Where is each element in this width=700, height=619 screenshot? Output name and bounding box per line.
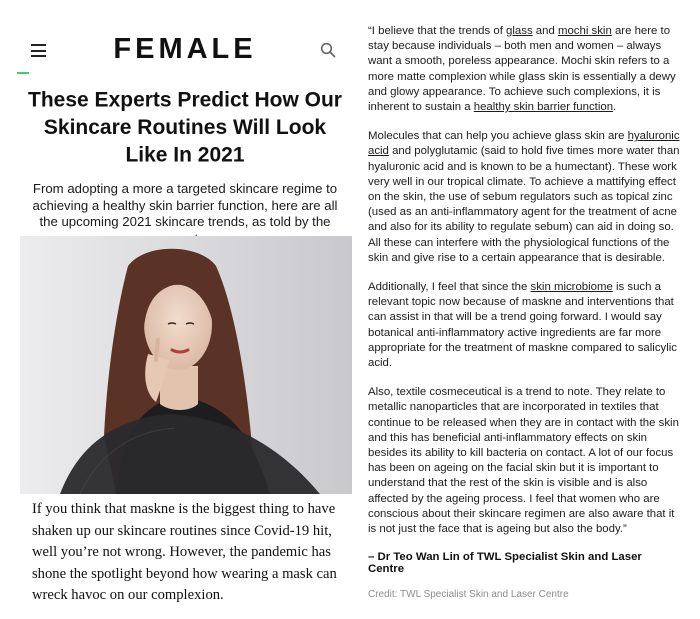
quote-text: and polyglutamic (said to hold five times more water than hyaluronic acid and is known to be a humectant). These work very well in our tropical climate. To achieve a mattifying effect on the skin, the use of sebum regulators such as topical zinc (used as an anti-inflammatory agent for the treatment of acne and also for its ability to regulate sebum) can aid in doing so. All these can interfere with the physiological functions of the skin and give rise to a certain appearance that is desirable. — [368, 145, 680, 264]
article-deck: From adopting a more a targeted skincare regime to achieving a healthy skin barrier function, here are all the upcoming 2021 skincare trends, as told by the — [32, 181, 338, 229]
article-headline: These Experts Predict How Our Skincare Routines Will Look Like In 2021 — [28, 88, 342, 167]
quote-text: Molecules that can help you achieve glass skin are — [368, 130, 628, 143]
quote-paragraph-3 — [368, 280, 680, 371]
quote-paragraph-4: Also, textile cosmeceutical is a trend to note. They relate to metallic nanoparticles that are incorporated in textiles that continue to be released when they are in contact with the skin and this has beneficial anti-inflammatory effects on skin besides its ability to kill bacteria on contact. A lot of our focus has been on ageing on the facial skin but it is important to understand that the rest of the skin is visible and is also affected by the ageing process. I feel that women who are conscious about their skincare regimen are also aware that it is not just the face that is ageing but also the body.” — [368, 386, 679, 536]
quote-text: . — [613, 101, 617, 114]
quote-text: and — [532, 25, 558, 37]
quote-paragraph-2 — [368, 129, 680, 266]
quote-text: are here to stay because individuals – both men and women – always want a smooth, poreless appearance. Mochi skin refers to a more matte complexion while glass skin is essentially a dewy and glowy appearance. To achieve such complexions, it is inherent to sustain a — [368, 25, 676, 114]
hero-image — [20, 236, 352, 494]
link-glass-skin[interactable]: glass — [506, 25, 533, 37]
link-mochi-skin[interactable]: mochi skin — [557, 25, 612, 37]
quote-text: Additionally, I feel that since the — [368, 281, 531, 294]
quote-text: “I believe that the trends of — [368, 25, 507, 37]
quote-paragraph-1 — [368, 24, 680, 115]
link-hyaluronic-acid[interactable]: hyaluronic acid — [368, 130, 680, 158]
search-icon[interactable] — [320, 42, 336, 58]
loading-progress-bar — [17, 72, 29, 74]
site-logo[interactable]: FEMALE — [113, 33, 257, 65]
article-intro-paragraph: If you think that maskne is the biggest thing to have shaken up our skincare routines since Covid-19 hit, well you’re not wrong. However, the pandemic has shone the spotlight beyond how wearing a mask can wreck havoc on our complexion. — [32, 501, 337, 603]
quote-text: is such a relevant topic now because of maskne and interventions that can assist in that will be a trend going forward. I would say botanical anti-inflammatory active ingredients are far more appropriate for the treatment of maskne compared to salicylic acid. — [368, 281, 677, 370]
hero-portrait-illustration — [20, 236, 352, 494]
image-credit: Credit: TWL Specialist Skin and Laser Centre — [368, 589, 569, 601]
link-skin-microbiome[interactable]: skin microbiome — [530, 281, 613, 294]
quote-attribution: – Dr Teo Wan Lin of TWL Specialist Skin and Laser Centre — [368, 551, 642, 576]
link-healthy-skin-barrier[interactable]: healthy skin barrier function — [473, 101, 614, 114]
expert-quote-column — [368, 24, 680, 600]
